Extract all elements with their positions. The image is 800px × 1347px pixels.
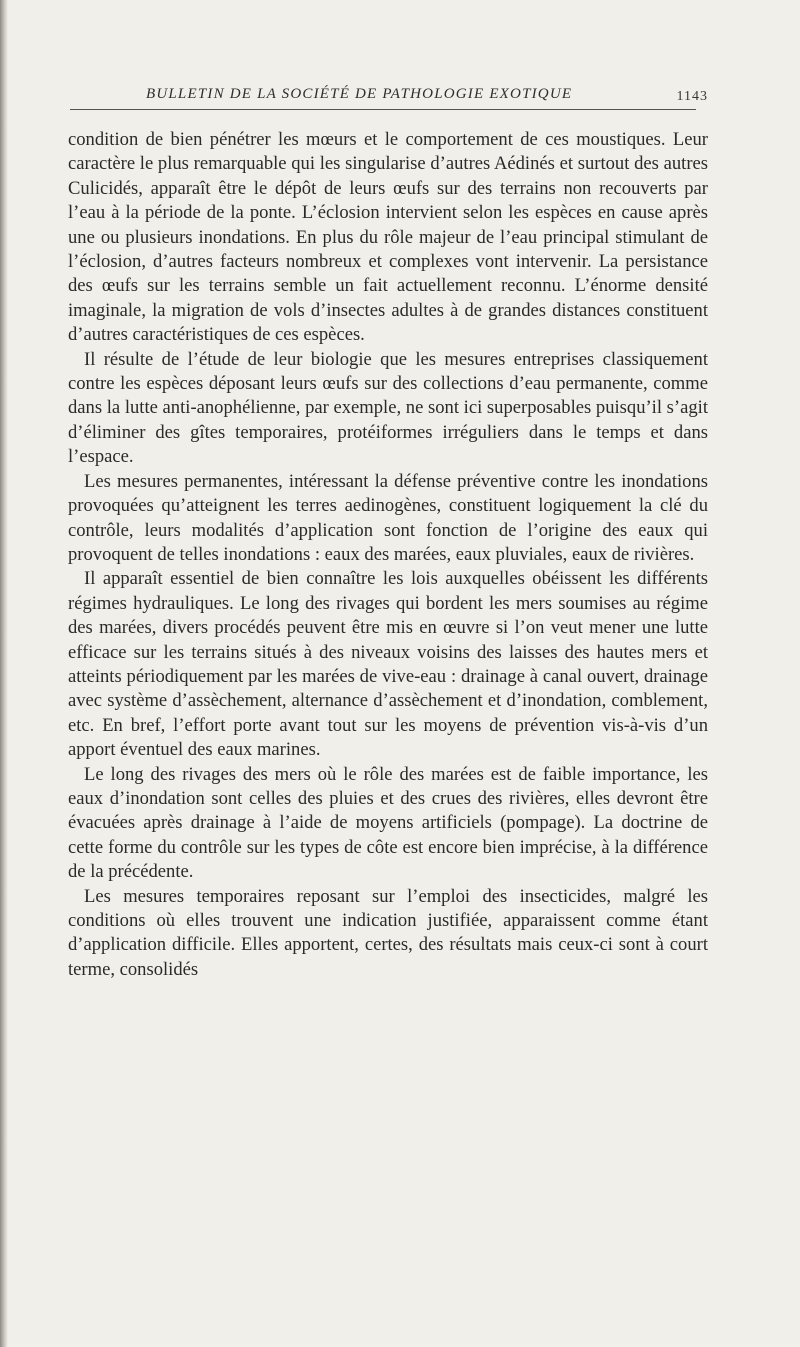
paragraph-1: condition de bien pénétrer les mœurs et le comportement de ces moustiques. Leur caractère le plus remarquable qui les singularise d’autres Aédinés et surtout des autres Culicidés, apparaît être le dépôt de leurs œufs sur des terrains non recouverts par l’eau à la période de la ponte. L’éclosion intervient selon les espèces en cause après une ou plusieurs inondations. En plus du rôle majeur de l’eau principal stimulant de l’éclosion, d’autres facteurs nombreux et complexes vont intervenir. La persistance des œufs sur les terrains semble un fait actuellement reconnu. L’énorme densité imaginale, la migration de vols d’insectes adultes à de grandes distances constituent d’autres caractéristiques de ces espèces.	[68, 129, 708, 346]
body-text	[68, 128, 708, 982]
journal-page	[68, 80, 708, 982]
header-rule	[70, 109, 696, 110]
page-edge-shadow	[0, 0, 8, 1347]
paragraph-2: Il résulte de l’étude de leur biologie que les mesures entreprises classiquement contre les espèces déposant leurs œufs sur des collections d’eau permanente, comme dans la lutte anti-anophélienne, par exemple, ne sont ici superposables puisqu’il s’agit d’éliminer des gîtes temporaires, protéiformes irréguliers dans le temps et dans l’espace.	[68, 348, 708, 468]
paragraph-3: Les mesures permanentes, intéressant la défense préventive contre les inondations provoquées qu’atteignent les terres aedinogènes, constituent logiquement la clé du contrôle, leurs modalités d’application sont fonction de l’origine des eaux qui provoquent de telles inondations : eaux des marées, eaux pluviales, eaux de rivières.	[68, 470, 708, 565]
page-header	[68, 80, 708, 110]
paragraph-4: Il apparaît essentiel de bien connaître les lois auxquelles obéissent les différents régimes hydrauliques. Le long des rivages qui bordent les mers soumises au régime des marées, divers procédés peuvent être mis en œuvre si l’on veut mener une lutte efficace sur les terrains situés à des niveaux voisins des laisses des hautes mers et atteints périodiquement par les marées de vive-eau : drainage à canal ouvert, drainage avec système d’assèchement, alternance d’assèchement et d’inondation, comblement, etc. En bref, l’effort porte avant tout sur les moyens de prévention vis-à-vis d’un apport éventuel des eaux marines.	[68, 568, 708, 761]
paragraph-6: Les mesures temporaires reposant sur l’emploi des insecticides, malgré les conditions où elles trouvent une indication justifiée, apparaissent comme étant d’application difficile. Elles apportent, certes, des résultats mais ceux-ci sont à court terme, consolidés	[68, 885, 708, 980]
page-number: 1143	[676, 89, 708, 104]
running-title: BULLETIN DE LA SOCIÉTÉ DE PATHOLOGIE EXOTIQUE	[146, 86, 573, 102]
paragraph-5: Le long des rivages des mers où le rôle des marées est de faible importance, les eaux d’inondation sont celles des pluies et des crues des rivières, elles devront être évacuées après drainage à l’aide de moyens artificiels (pompage). La doctrine de cette forme du contrôle sur les types de côte est encore bien imprécise, à la différence de la précédente.	[68, 763, 708, 883]
